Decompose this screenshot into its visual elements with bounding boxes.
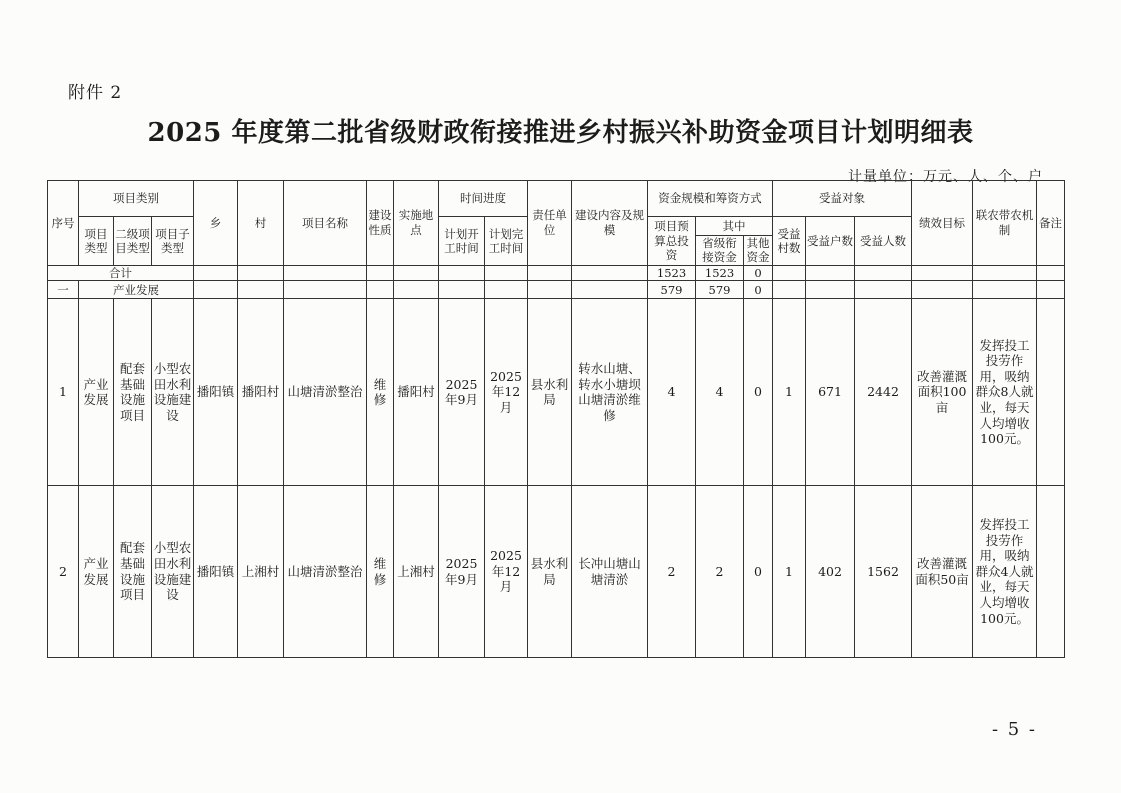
row-ben-people: 2442 [855,299,912,486]
row-content: 长冲山塘山塘清淤 [572,486,648,658]
row-provincial: 4 [696,299,744,486]
row-start: 2025年9月 [439,486,485,658]
th-schedule: 时间进度 [439,181,528,217]
row-subtype: 小型农田水利设施建设 [152,299,194,486]
row-goal: 改善灌溉面积50亩 [912,486,973,658]
row-location: 上湘村 [394,486,439,658]
th-end: 计划完工时间 [485,217,528,265]
th-location: 实施地点 [394,181,439,266]
row-name: 山塘清淤整治 [284,299,367,486]
th-town: 乡 [194,181,238,266]
total-row [48,265,1065,281]
total-provincial: 1523 [696,265,744,281]
total-other: 0 [744,265,773,281]
row-village: 播阳村 [238,299,284,486]
th-mechanism: 联农带农机制 [973,181,1037,266]
row-goal: 改善灌溉面积100亩 [912,299,973,486]
row-other: 0 [744,486,773,658]
row-type: 产业发展 [79,486,114,658]
th-remark: 备注 [1037,181,1065,266]
row-unit: 县水利局 [528,486,572,658]
row-type: 产业发展 [79,299,114,486]
th-name: 项目名称 [284,181,367,266]
section-label: 产业发展 [79,281,194,299]
row-budget: 4 [648,299,696,486]
row-seq: 1 [48,299,79,486]
th-other: 其他资金 [744,235,773,265]
row-content: 转水山塘、转水小塘坝山塘清淤维修 [572,299,648,486]
th-goal: 绩效目标 [912,181,973,266]
th-start: 计划开工时间 [439,217,485,265]
th-ben-people: 受益人数 [855,217,912,265]
th-beneficiaries: 受益对象 [773,181,912,217]
row-level2: 配套基础设施项目 [114,486,152,658]
row-subtype: 小型农田水利设施建设 [152,486,194,658]
attachment-label: 附件 2 [68,83,123,103]
row-ben-villages: 1 [773,299,806,486]
row-start: 2025年9月 [439,299,485,486]
row-town: 播阳镇 [194,299,238,486]
section-no: 一 [48,281,79,299]
row-seq: 2 [48,486,79,658]
th-funding: 资金规模和筹资方式 [648,181,773,217]
row-nature: 维修 [367,299,394,486]
total-label: 合计 [48,265,194,281]
row-location: 播阳村 [394,299,439,486]
row-ben-villages: 1 [773,486,806,658]
row-provincial: 2 [696,486,744,658]
row-unit: 县水利局 [528,299,572,486]
total-budget: 1523 [648,265,696,281]
row-budget: 2 [648,486,696,658]
row-level2: 配套基础设施项目 [114,299,152,486]
row-mechanism: 发挥投工投劳作用，吸纳群众4人就业，每天人均增收100元。 [973,486,1037,658]
row-village: 上湘村 [238,486,284,658]
row-end: 2025年12月 [485,299,528,486]
header-row-1 [48,181,1065,217]
row-ben-households: 671 [806,299,855,486]
section-budget: 579 [648,281,696,299]
row-other: 0 [744,299,773,486]
th-subtype: 项目子类型 [152,217,194,265]
unit-note: 计量单位：万元、人、个、户 [848,169,1043,185]
row-ben-households: 402 [806,486,855,658]
th-level2: 二级项目类型 [114,217,152,265]
row-remark [1037,486,1065,658]
th-category: 项目类别 [79,181,194,217]
row-end: 2025年12月 [485,486,528,658]
page-number: - 5 - [991,719,1037,740]
row-ben-people: 1562 [855,486,912,658]
row-remark [1037,299,1065,486]
row-mechanism: 发挥投工投劳作用，吸纳群众8人就业，每天人均增收100元。 [973,299,1037,486]
th-content: 建设内容及规模 [572,181,648,266]
th-seq: 序号 [48,181,79,266]
row-name: 山塘清淤整治 [284,486,367,658]
th-budget: 项目预算总投资 [648,217,696,265]
section-row [48,281,1065,299]
th-provincial: 省级衔接资金 [696,235,744,265]
th-type: 项目类型 [79,217,114,265]
project-plan-table [47,180,1065,658]
row-town: 播阳镇 [194,486,238,658]
th-ben-villages: 受益村数 [773,217,806,265]
page-title: 2025 年度第二批省级财政衔接推进乡村振兴补助资金项目计划明细表 [147,118,974,148]
row-nature: 维修 [367,486,394,658]
section-provincial: 579 [696,281,744,299]
section-other: 0 [744,281,773,299]
th-nature: 建设性质 [367,181,394,266]
table-row [48,299,1065,486]
th-village: 村 [238,181,284,266]
th-unit: 责任单位 [528,181,572,266]
th-ben-households: 受益户数 [806,217,855,265]
th-of-which: 其中 [696,217,773,235]
table-row [48,486,1065,658]
